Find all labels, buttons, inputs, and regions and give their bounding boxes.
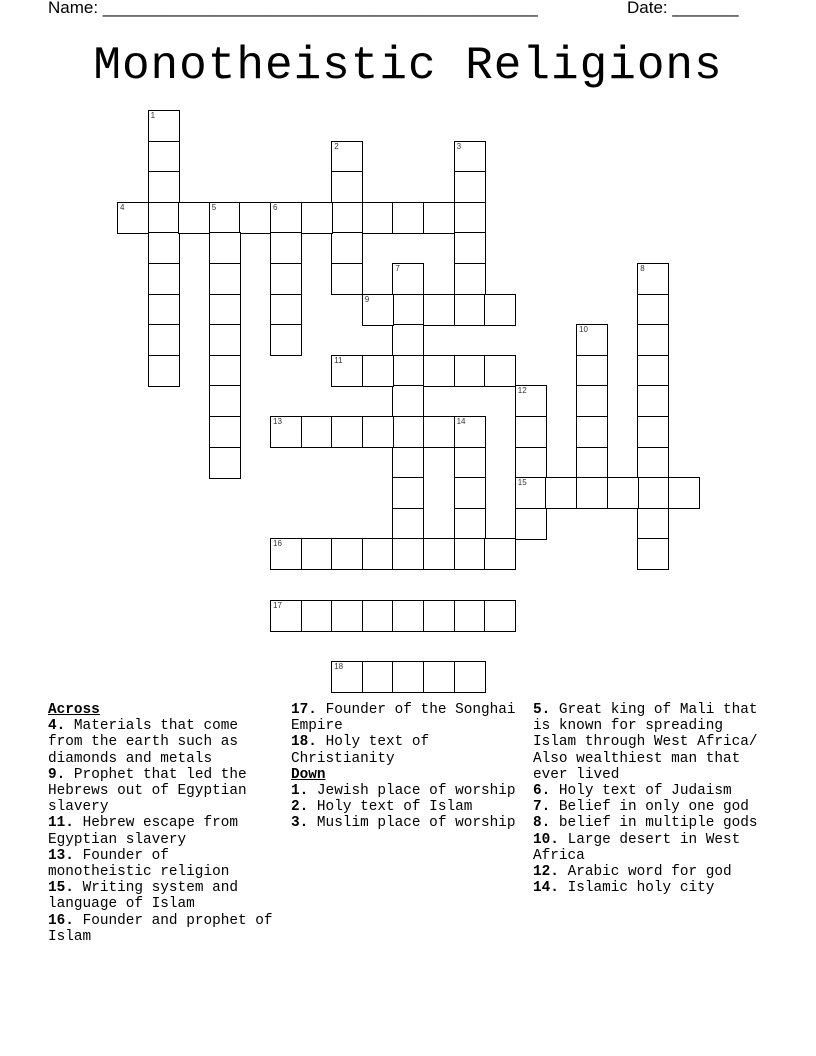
clue-item: 16. Founder and prophet of Islam xyxy=(48,912,273,945)
clue-number: 3 xyxy=(456,141,462,151)
crossword-cell[interactable] xyxy=(637,447,669,479)
crossword-cell[interactable] xyxy=(576,477,608,509)
crossword-cell[interactable] xyxy=(209,355,241,387)
clue-item: 7. Belief in only one god xyxy=(533,799,749,816)
crossword-cell[interactable] xyxy=(209,447,241,479)
crossword-cell[interactable] xyxy=(423,661,455,693)
crossword-cell[interactable] xyxy=(637,538,669,570)
crossword-cell[interactable] xyxy=(148,202,180,234)
name-field-label: Name: ______________________________________________ xyxy=(48,0,538,17)
crossword-cell[interactable] xyxy=(637,508,669,540)
crossword-cell[interactable] xyxy=(454,447,486,479)
crossword-cell[interactable] xyxy=(331,171,363,203)
crossword-cell[interactable] xyxy=(270,538,302,570)
clue-number: 7 xyxy=(395,264,400,273)
crossword-cell[interactable] xyxy=(148,263,180,295)
page-title: Monotheistic Religions xyxy=(93,40,723,92)
clue-number: 6 xyxy=(273,202,278,212)
clue-item: 5. Great king of Mali that is known for spreading Islam through West Africa/ Also wealthiest man that ever lived xyxy=(533,702,758,783)
crossword-cell[interactable] xyxy=(209,263,241,295)
crossword-cell[interactable] xyxy=(515,508,547,540)
clue-number: 11 xyxy=(334,355,343,365)
crossword-cell[interactable] xyxy=(484,294,516,326)
crossword-cell[interactable] xyxy=(454,355,486,387)
crossword-cell[interactable] xyxy=(637,477,669,509)
crossword-cell[interactable] xyxy=(148,355,180,387)
crossword-cell[interactable] xyxy=(454,171,486,203)
crossword-cell[interactable] xyxy=(637,416,669,448)
crossword-cell[interactable] xyxy=(148,232,180,264)
crossword-cell[interactable] xyxy=(545,477,577,509)
crossword-cell[interactable] xyxy=(392,202,424,234)
crossword-cell[interactable] xyxy=(515,416,547,448)
crossword-cell[interactable] xyxy=(178,202,210,234)
crossword-cell[interactable] xyxy=(515,385,547,417)
clue-number: 9 xyxy=(364,294,370,304)
crossword-cell[interactable] xyxy=(454,508,486,540)
crossword-cell[interactable] xyxy=(423,538,455,570)
crossword-cell[interactable] xyxy=(454,232,486,264)
crossword-cell[interactable] xyxy=(209,294,241,326)
clue-number: 5 xyxy=(211,202,217,212)
crossword-cell[interactable] xyxy=(331,202,363,234)
crossword-cell[interactable] xyxy=(454,263,486,295)
crossword-cell[interactable] xyxy=(392,508,424,540)
clue-number: 13 xyxy=(273,417,282,426)
crossword-cell[interactable] xyxy=(392,477,424,509)
clue-item: 14. Islamic holy city xyxy=(533,880,715,897)
crossword-cell[interactable] xyxy=(515,477,547,509)
crossword-cell[interactable] xyxy=(484,600,516,632)
crossword-cell[interactable] xyxy=(423,416,455,448)
clue-item: 4. Materials that come from the earth such as diamonds and metals xyxy=(48,718,239,767)
crossword-cell[interactable] xyxy=(392,416,424,448)
crossword-cell[interactable] xyxy=(270,263,302,295)
crossword-cell[interactable] xyxy=(392,324,424,356)
crossword-cell[interactable] xyxy=(331,263,363,295)
clue-number: 15 xyxy=(517,478,527,488)
crossword-cell[interactable] xyxy=(454,202,486,234)
clue-number: 10 xyxy=(579,325,588,335)
crossword-cell[interactable] xyxy=(148,110,180,142)
clue-item: 13. Founder of monotheistic religion xyxy=(48,847,230,881)
clues-column-3 xyxy=(533,702,765,896)
across-heading: Across xyxy=(48,702,100,718)
clue-number: 4 xyxy=(120,202,125,212)
crossword-cell[interactable] xyxy=(423,202,455,234)
crossword-cell[interactable] xyxy=(392,294,424,326)
clue-item: 2. Holy text of Islam xyxy=(291,799,473,816)
crossword-cell[interactable] xyxy=(576,447,608,479)
clue-item: 1. Jewish place of worship xyxy=(291,783,516,800)
clue-item: 18. Holy text of Christianity xyxy=(291,734,430,767)
clue-number: 17 xyxy=(273,600,282,610)
crossword-cell[interactable] xyxy=(423,355,455,387)
crossword-cell[interactable] xyxy=(454,600,486,632)
crossword-cell[interactable] xyxy=(362,294,394,326)
crossword-cell[interactable] xyxy=(576,324,608,356)
crossword-cell[interactable] xyxy=(454,538,486,570)
crossword-cell[interactable] xyxy=(392,263,424,295)
crossword-cell[interactable] xyxy=(576,416,608,448)
crossword-cell[interactable] xyxy=(392,447,424,479)
crossword-cell[interactable] xyxy=(331,416,363,448)
crossword-cell[interactable] xyxy=(454,294,486,326)
crossword-cell[interactable] xyxy=(331,232,363,264)
clue-number: 2 xyxy=(334,141,339,151)
crossword-cell[interactable] xyxy=(607,477,639,509)
crossword-cell[interactable] xyxy=(209,232,241,264)
crossword-cell[interactable] xyxy=(362,600,394,632)
crossword-cell[interactable] xyxy=(270,600,302,632)
crossword-cell[interactable] xyxy=(209,385,241,417)
down-heading: Down xyxy=(291,766,326,783)
crossword-cell[interactable] xyxy=(637,263,669,295)
crossword-cell[interactable] xyxy=(331,600,363,632)
crossword-cell[interactable] xyxy=(423,294,455,326)
crossword-cell[interactable] xyxy=(362,355,394,387)
crossword-cell[interactable] xyxy=(362,661,394,693)
clue-number: 8 xyxy=(640,264,645,273)
crossword-cell[interactable] xyxy=(454,416,486,448)
crossword-cell[interactable] xyxy=(331,661,363,693)
crossword-cell[interactable] xyxy=(270,324,302,356)
crossword-cell[interactable] xyxy=(392,600,424,632)
crossword-cell[interactable] xyxy=(270,294,302,326)
crossword-cell[interactable] xyxy=(148,294,180,326)
crossword-cell[interactable] xyxy=(454,141,486,173)
date-field-label: Date: _______ xyxy=(627,0,739,17)
crossword-cell[interactable] xyxy=(362,202,394,234)
crossword-cell[interactable] xyxy=(239,202,271,234)
crossword-cell[interactable] xyxy=(331,141,363,173)
crossword-cell[interactable] xyxy=(576,355,608,387)
crossword-cell[interactable] xyxy=(515,447,547,479)
crossword-cell[interactable] xyxy=(484,538,516,570)
clues-column-1 xyxy=(48,702,280,945)
crossword-cell[interactable] xyxy=(331,538,363,570)
crossword-cell[interactable] xyxy=(148,171,180,203)
crossword-cell[interactable] xyxy=(392,385,424,417)
crossword-cell[interactable] xyxy=(637,355,669,387)
crossword-cell[interactable] xyxy=(484,355,516,387)
crossword-cell[interactable] xyxy=(392,538,424,570)
crossword-cell[interactable] xyxy=(362,538,394,570)
clue-number: 1 xyxy=(150,111,156,120)
crossword-cell[interactable] xyxy=(392,355,424,387)
crossword-cell[interactable] xyxy=(454,477,486,509)
clue-item: 12. Arabic word for god xyxy=(533,864,732,881)
crossword-cell[interactable] xyxy=(423,600,455,632)
crossword-cell[interactable] xyxy=(637,385,669,417)
crossword-cell[interactable] xyxy=(270,202,302,234)
crossword-cell[interactable] xyxy=(637,324,669,356)
clue-item: 8. belief in multiple gods xyxy=(533,815,758,832)
crossword-cell[interactable] xyxy=(362,416,394,448)
clue-item: 11. Hebrew escape from Egyptian slavery xyxy=(48,815,239,848)
crossword-cell[interactable] xyxy=(270,232,302,264)
clue-item: 17. Founder of the Songhai Empire xyxy=(291,702,516,735)
crossword-cell[interactable] xyxy=(454,661,486,693)
clue-number: 16 xyxy=(273,539,282,549)
crossword-cell[interactable] xyxy=(148,324,180,356)
crossword-cell[interactable] xyxy=(331,355,363,387)
crossword-cell[interactable] xyxy=(301,600,333,632)
crossword-cell[interactable] xyxy=(301,416,333,448)
crossword-cell[interactable] xyxy=(270,416,302,448)
crossword-cell[interactable] xyxy=(392,661,424,693)
crossword-cell[interactable] xyxy=(209,202,241,234)
clue-item: 15. Writing system and language of Islam xyxy=(48,880,239,913)
crossword-cell[interactable] xyxy=(637,294,669,326)
clue-item: 6. Holy text of Judaism xyxy=(533,783,732,800)
clue-item: 9. Prophet that led the Hebrews out of Egyptian slavery xyxy=(48,766,247,816)
crossword-cell[interactable] xyxy=(117,202,149,234)
clue-number: 18 xyxy=(334,661,344,671)
crossword-cell[interactable] xyxy=(148,141,180,173)
crossword-cell[interactable] xyxy=(301,538,333,570)
crossword-cell[interactable] xyxy=(668,477,700,509)
clues-column-2 xyxy=(291,702,523,832)
crossword-cell[interactable] xyxy=(209,416,241,448)
crossword-cell[interactable] xyxy=(301,202,333,234)
clue-item: 3. Muslim place of worship xyxy=(291,815,516,832)
clue-number: 12 xyxy=(517,386,527,396)
clue-number: 14 xyxy=(456,417,466,426)
crossword-cell[interactable] xyxy=(576,385,608,417)
clue-item: 10. Large desert in West Africa xyxy=(533,831,741,864)
crossword-cell[interactable] xyxy=(209,324,241,356)
